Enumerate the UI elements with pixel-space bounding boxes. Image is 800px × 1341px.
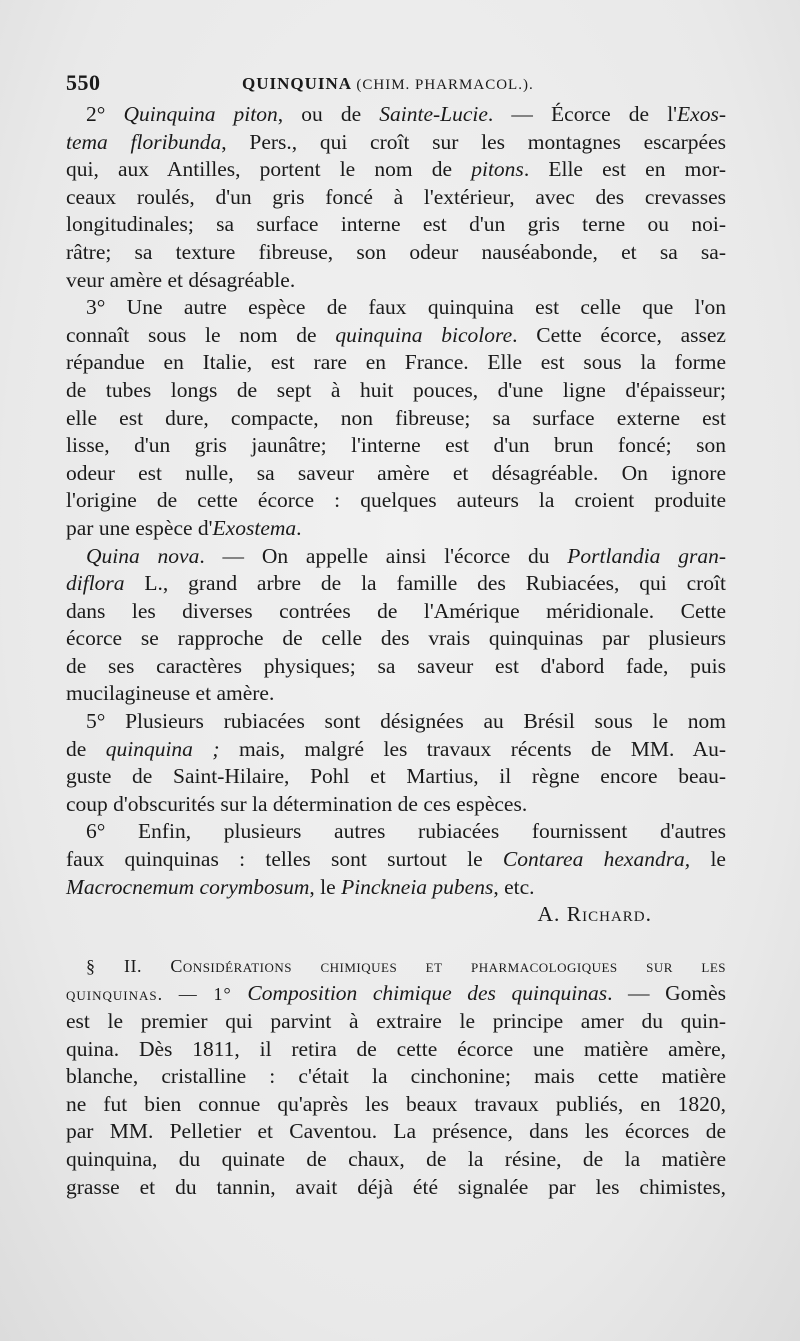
text-line: tema floribunda, Pers., qui croît sur les montagnes escarpées [66,129,726,154]
text-line: l'origine de cette écorce : quelques auteurs la croient produite [66,488,726,513]
text-line: de ses caractères physiques; sa saveur est d'abord fade, puis [66,653,726,678]
text-line: Quina nova. — On appelle ainsi l'écorce du Portlandia gran- [86,543,727,568]
text-line: odeur est nulle, sa saveur amère et désagréable. On ignore [66,460,726,485]
text-line: par MM. Pelletier et Caventou. La présence, dans les écorces de [66,1119,726,1144]
text-line: elle est dure, compacte, non fibreuse; sa surface externe est [66,405,726,430]
text-line: 5° Plusieurs rubiacées sont désignées au Brésil sous le nom [86,709,726,734]
text-line: 2° Quinquina piton, ou de Sainte-Lucie. — Écorce de l'Exos- [86,102,726,126]
page-body [66,101,726,1201]
text-line: longitudinales; sa surface interne est d'un gris terne ou noi- [66,212,726,237]
text-line: connaît sous le nom de quinquina bicolore. Cette écorce, assez [66,322,726,347]
text-line: dans les diverses contrées de l'Amérique méridionale. Cette [66,598,726,623]
section-gap [66,929,726,953]
text-line: écorce se rapproche de celle des vrais quinquinas par plusieurs [66,626,726,651]
running-title-main: QUINQUINA [242,74,352,93]
text-line: faux quinquinas : telles sont surtout le Contarea hexandra, le [66,847,726,872]
text-line: 3° Une autre espèce de faux quinquina est celle que l'on [86,295,726,320]
text-line: par une espèce d'Exostema. [66,515,302,540]
text-line: répandue en Italie, est rare en France. Elle est sous la forme [66,350,726,375]
section-considerations-chimiques [66,953,726,1201]
text-line: diflora L., grand arbre de la famille des Rubiacées, qui croît [66,571,726,596]
page-number: 550 [66,70,101,95]
paragraph-quinquina-piton [66,101,726,294]
text-line: de quinquina ; mais, malgré les travaux récents de MM. Au- [66,736,727,761]
text-line: blanche, cristalline : c'était la cinchonine; mais cette matière [66,1064,726,1089]
paragraph-quinquina-bicolore [66,294,726,542]
page-header [66,70,726,100]
text-line: qui, aux Antilles, portent le nom de pitons. Elle est en mor- [66,157,726,182]
text-line: quina. Dès 1811, il retira de cette écorce une matière amère, [66,1036,726,1061]
text-line: mucilagineuse et amère. [66,681,275,706]
text-line: ne fut bien connue qu'après les beaux travaux publiés, en 1820, [66,1091,726,1116]
text-line: quinquinas. — 1° Composition chimique des quinquinas. — Gomès [66,981,726,1006]
paragraph-rubiacees-bresil [66,708,726,818]
text-line: veur amère et désagréable. [66,267,296,292]
author-signature: A. Richard. [537,902,652,927]
text-line: est le premier qui parvint à extraire le principe amer du quin- [66,1009,726,1033]
text-line: lisse, d'un gris jaunâtre; l'interne est d'un brun foncé; son [66,433,726,458]
text-line: grasse et du tannin, avait déjà été signalée par les chimistes, [66,1174,726,1199]
section-heading: § II. Considérations chimiques et pharmacologiques sur les [86,955,726,976]
text-line: coup d'obscurités sur la détermination de ces espèces. [66,791,528,816]
running-title [242,74,534,94]
text-line: ceaux roulés, d'un gris foncé à l'extérieur, avec des crevasses [66,184,726,209]
paragraph-quina-nova [66,543,726,709]
text-line: de tubes longs de sept à huit pouces, d'une ligne d'épaisseur; [66,377,726,402]
text-line: râtre; sa texture fibreuse, son odeur nauséabonde, et sa sa- [66,239,726,264]
paragraph-autres-rubiacees [66,818,726,928]
text-line: guste de Saint-Hilaire, Pohl et Martius, il règne encore beau- [66,764,726,789]
text-line: Macrocnemum corymbosum, le Pinckneia pubens, etc. [66,874,535,899]
text-line: quinquina, du quinate de chaux, de la résine, de la matière [66,1146,726,1171]
text-line: 6° Enfin, plusieurs autres rubiacées fournissent d'autres [86,819,726,844]
running-title-sub: (CHIM. PHARMACOL.). [356,77,534,93]
